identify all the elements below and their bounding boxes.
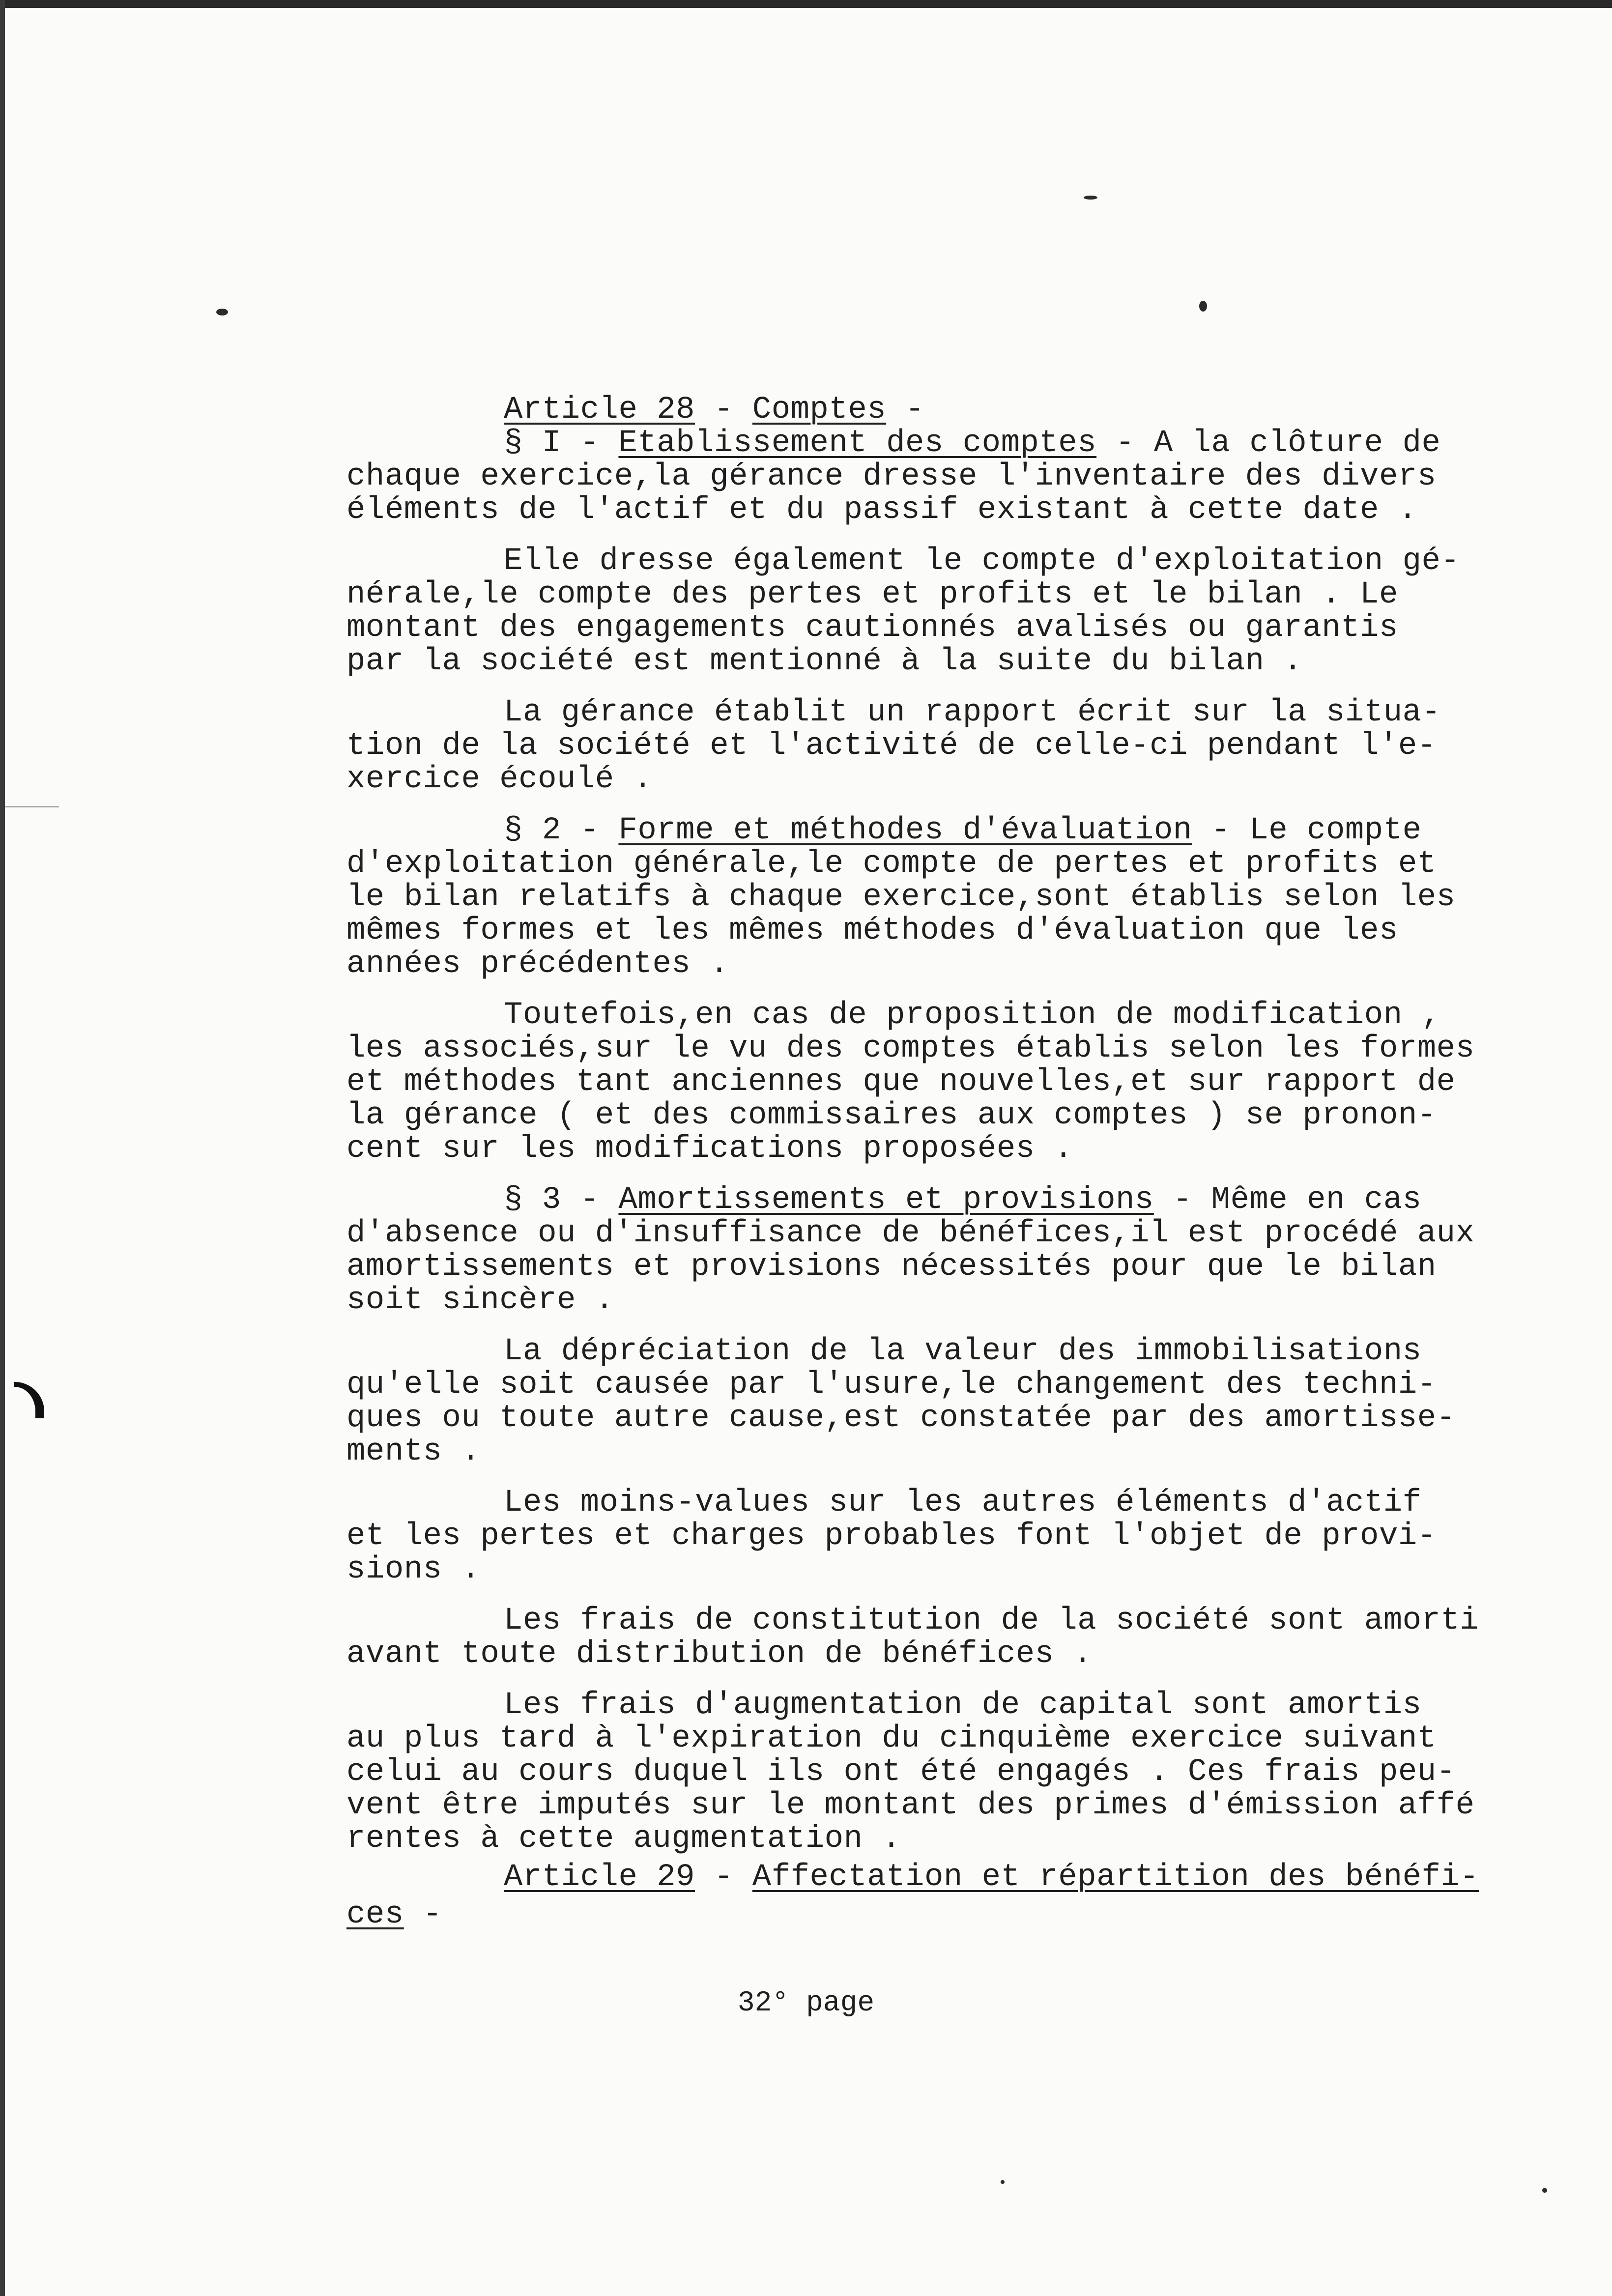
document-body [346,393,1555,1931]
paragraph-modification: Toutefois,en cas de proposition de modification , les associés,sur le vu des comptes établis selon les formes et méthodes tant anciennes que nouvelles,et sur rapport de la gérance ( et des commissaires aux comptes ) se pronon- cent sur les modifications proposées . [346,998,1475,1167]
margin-hand-stroke [14,1382,44,1418]
section-2-title: Forme et méthodes d'évaluation [618,813,1192,848]
ink-speck [1001,2180,1005,2184]
section-2: § 2 - Forme et méthodes d'évaluation - Le compte d'exploitation générale,le compte de pertes et profits et le bilan relatifs à chaque exercice,sont établis selon les mêmes formes et les mêmes méthodes d'évaluation que les années précédentes . [346,813,1456,982]
article-29-heading-continued: ces - [346,1897,442,1932]
paragraph-frais-augmentation: Les frais d'augmentation de capital sont amortis au plus tard à l'expiration du cinquième exercice suivant celui au cours duquel ils ont été engagés . Ces frais peu- vent être imputés sur le montant des primes d'émission affé rentes à cette augmentation . [346,1688,1475,1857]
ink-speck [216,309,228,316]
paragraph-bilan: Elle dresse également le compte d'exploitation gé- nérale,le compte des pertes et profits et le bilan . Le montant des engagements cautionnés avalisés ou garantis par la société est mentionné à la suite du bilan . [346,544,1460,679]
article-28-number: Article 28 [504,392,695,428]
margin-mark [5,806,59,807]
section-3: § 3 - Amortissements et provisions - Même en cas d'absence ou d'insuffisance de bénéfices,il est procédé aux amortissements et provisions nécessités pour que le bilan soit sincère . [346,1182,1475,1318]
page-number: 32° page [737,1987,875,2019]
article-28-heading: Article 28 - Comptes - [504,392,924,428]
ink-speck [1542,2188,1547,2193]
page-left-edge [0,0,5,2296]
article-29-title: Affectation et répartition des bénéfi- [752,1860,1479,1895]
section-1-title: Etablissement des comptes [618,426,1097,461]
ink-speck [1084,196,1097,200]
section-1: § I - Etablissement des comptes - A la clôture de chaque exercice,la gérance dresse l'inventaire des divers éléments de l'actif et du passif existant à cette date . [346,426,1441,528]
section-3-title: Amortissements et provisions [618,1182,1154,1218]
article-28-title: Comptes [752,392,887,428]
paragraph-moins-values: Les moins-values sur les autres éléments d'actif et les pertes et charges probables font l'objet de provi- sions . [346,1485,1437,1587]
paragraph-depreciation: La dépréciation de la valeur des immobilisations qu'elle soit causée par l'usure,le changement des techni- ques ou toute autre cause,est constatée par des amortisse- ments . [346,1334,1456,1469]
paragraph-frais-constitution: Les frais de constitution de la société sont amorti avant toute distribution de bénéfices . [346,1603,1479,1672]
page-top-edge [0,0,1612,8]
article-29-number: Article 29 [504,1860,695,1895]
paragraph-rapport: La gérance établit un rapport écrit sur la situa- tion de la société et l'activité de celle-ci pendant l'e- xercice écoulé . [346,695,1441,797]
article-29-heading: Article 29 - Affectation et répartition des bénéfi- [504,1860,1479,1895]
ink-speck [1199,301,1207,312]
